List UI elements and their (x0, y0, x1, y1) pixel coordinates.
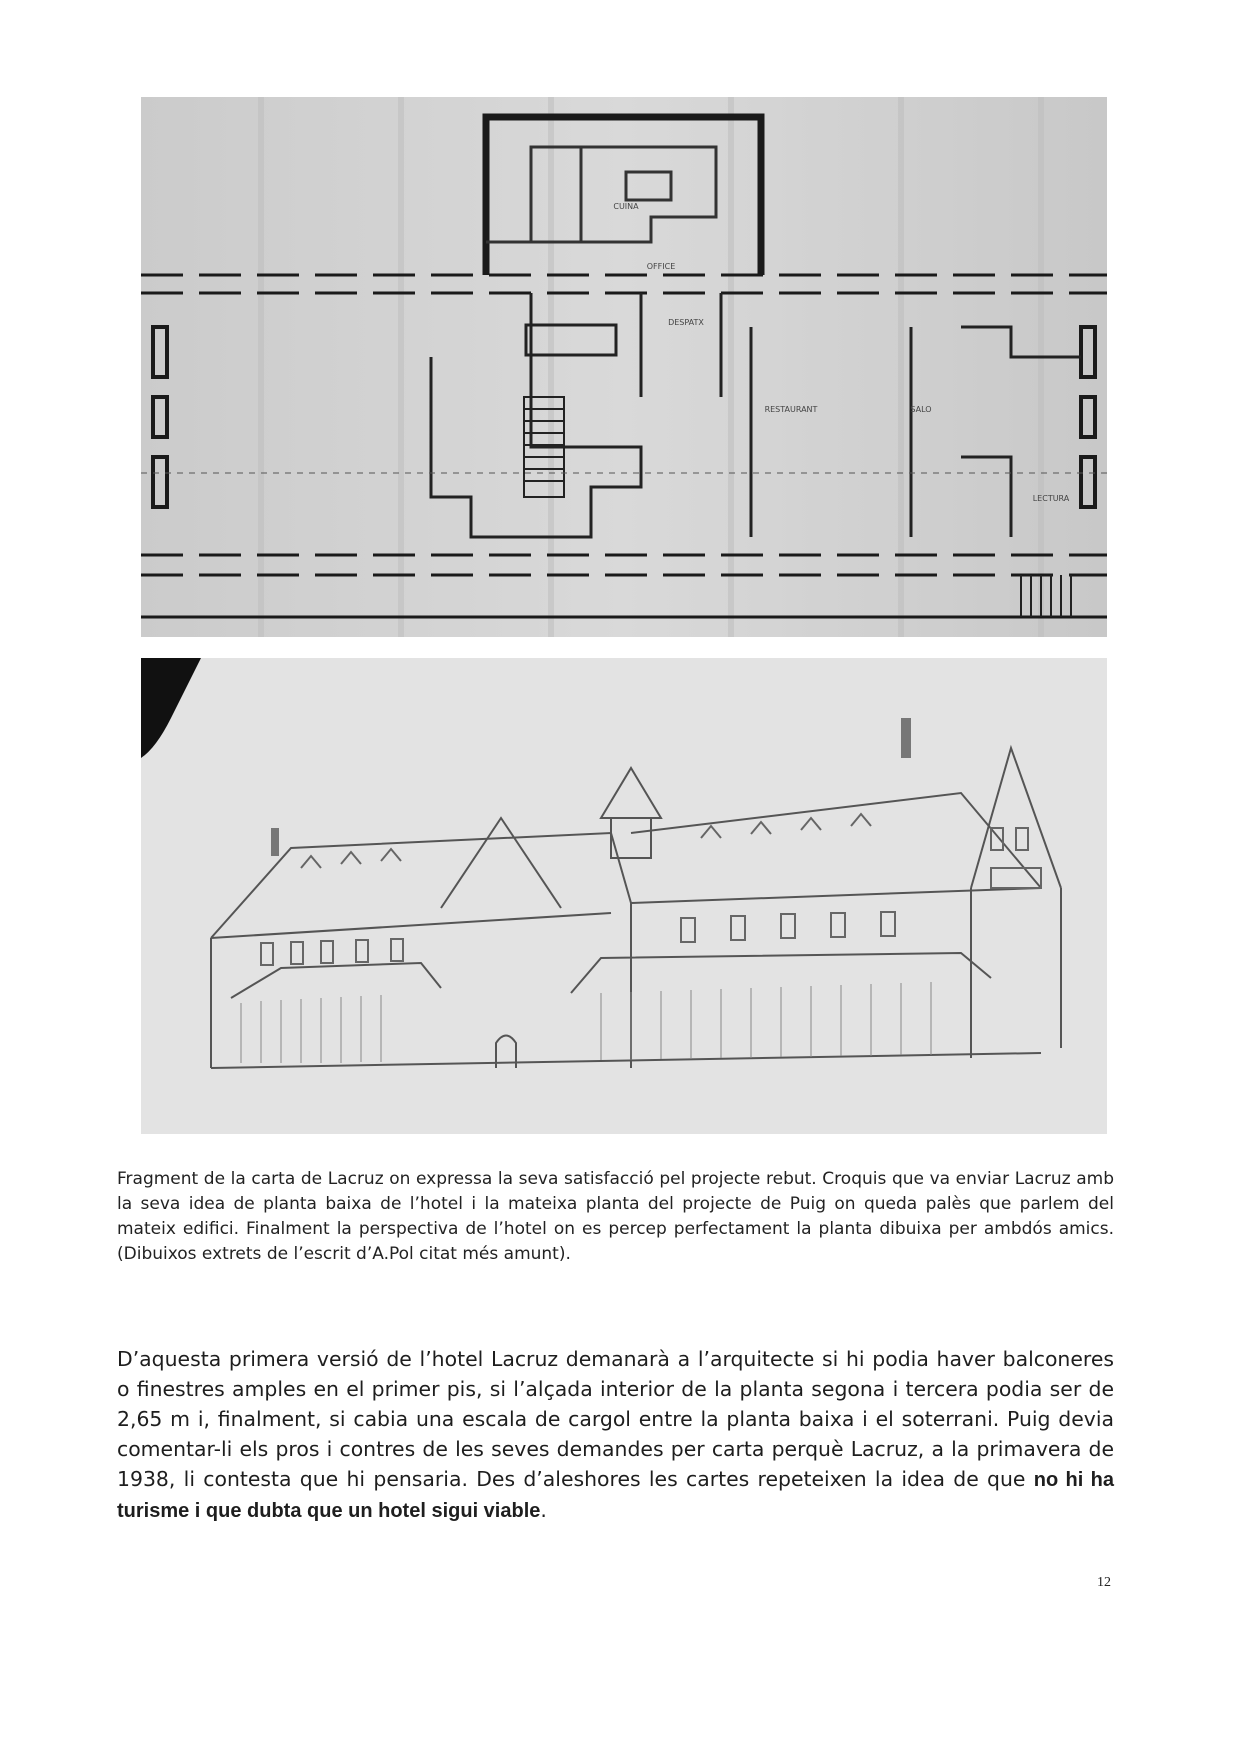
page-number: 12 (1097, 1575, 1111, 1590)
label-restaurant: RESTAURANT (764, 405, 818, 414)
label-lectura: LECTURA (1032, 494, 1070, 503)
label-cuina: CUINA (613, 202, 639, 211)
figure-caption: Fragment de la carta de Lacruz on expressa la seva satisfacció pel projecte rebut. Croquis que va enviar Lacruz amb la seva idea de planta baixa de l’hotel i la mateixa planta del projecte de Puig on queda palès que parlem del mateix edifici. Finalment la perspectiva de l’hotel on es percep perfectament la planta dibuixa per ambdós amics. (Dibuixos extrets de l’escrit d’A.Pol citat més amunt). (117, 1169, 1114, 1264)
label-office: OFFICE (646, 262, 676, 271)
hotel-sketch-figure (141, 658, 1107, 1134)
body-text-end: . (540, 1498, 547, 1522)
floor-plan-drawing (141, 97, 1107, 637)
label-salo: SALO (910, 405, 932, 414)
label-despatx: DESPATX (668, 318, 704, 327)
body-paragraph (117, 1344, 1114, 1526)
hotel-perspective-sketch (141, 658, 1107, 1134)
body-text-start: D’aquesta primera versió de l’hotel Lacruz demanarà a l’arquitecte si hi podia haver balconeres o finestres amples en el primer pis, si l’alçada interior de la planta segona i tercera podia ser de 2,65 m i, finalment, si cabia una escala de cargol entre la planta baixa i el soterrani. Puig devia comentar-li els pros i contres de les seves demandes per carta perquè Lacruz, a la primavera de 1938, li contesta que hi pensaria. Des d’aleshores les cartes repeteixen la idea de que (117, 1347, 1114, 1491)
floor-plan-figure (141, 97, 1107, 637)
body-bold-text: no hi ha turisme i que dubta que un hotel sigui viable (117, 1469, 1114, 1522)
